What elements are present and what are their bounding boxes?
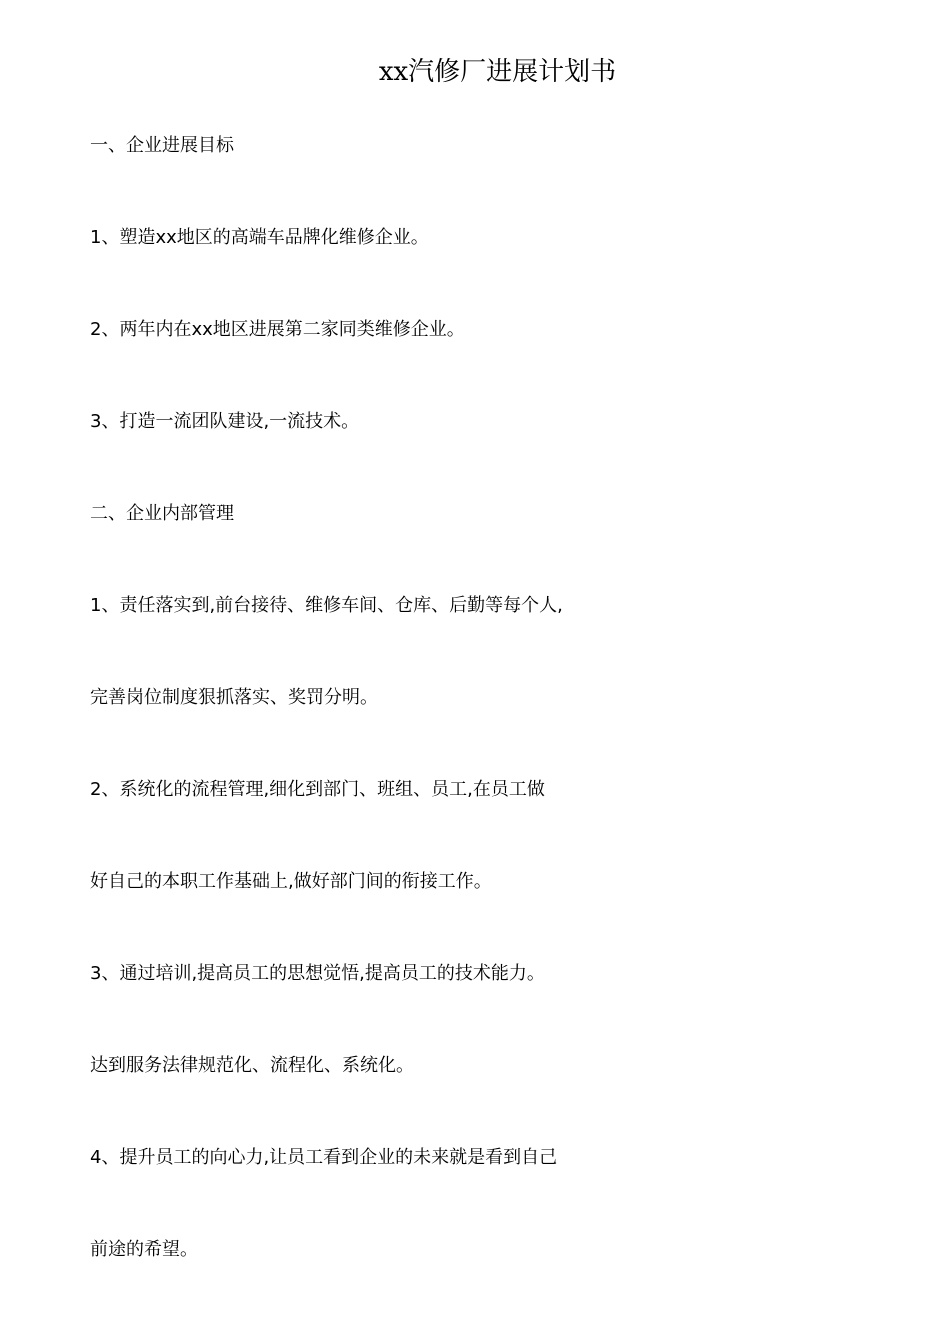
- paragraph-line: 2、系统化的流程管理,细化到部门、班组、员工,在员工做: [90, 779, 545, 800]
- paragraph-line: 2、两年内在xx地区进展第二家同类维修企业。: [90, 319, 465, 340]
- paragraph-line: 前途的希望。: [90, 1239, 198, 1260]
- paragraph-line: 1、责任落实到,前台接待、维修车间、仓库、后勤等每个人,: [90, 595, 563, 616]
- paragraph-line: 完善岗位制度狠抓落实、奖罚分明。: [90, 687, 378, 708]
- document-title: xx汽修厂进展计划书: [378, 57, 617, 87]
- paragraph-line: 4、提升员工的向心力,让员工看到企业的未来就是看到自己: [90, 1147, 558, 1168]
- paragraph-line: 1、塑造xx地区的高端车品牌化维修企业。: [90, 227, 429, 248]
- section-heading-goals: 一、企业进展目标: [90, 135, 234, 156]
- section-heading-management: 二、企业内部管理: [90, 503, 234, 524]
- paragraph-line: 3、打造一流团队建设,一流技术。: [90, 411, 360, 432]
- paragraph-line: 3、通过培训,提高员工的思想觉悟,提高员工的技术能力。: [90, 963, 545, 984]
- paragraph-line: 达到服务法律规范化、流程化、系统化。: [90, 1055, 414, 1076]
- paragraph-line: 好自己的本职工作基础上,做好部门间的衔接工作。: [90, 871, 492, 892]
